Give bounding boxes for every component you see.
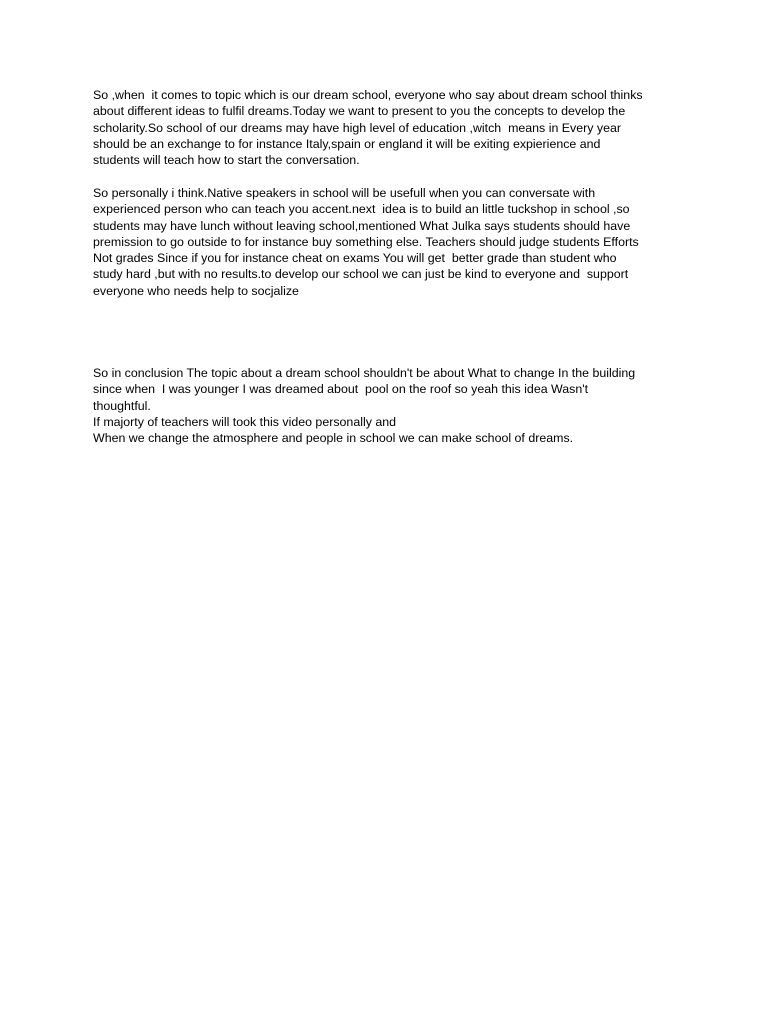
paragraph-introduction	[93, 87, 685, 168]
text-line: students may have lunch without leaving school,mentioned What Julka says students should have	[93, 218, 631, 233]
text-line: students will teach how to start the conversation.	[93, 153, 360, 168]
paragraph-body	[93, 185, 685, 299]
paragraph-conclusion	[93, 365, 685, 446]
text-line: Not grades Since if you for instance cheat on exams You will get better grade than student who	[93, 251, 617, 266]
text-line: everyone who needs help to socjalize	[93, 283, 299, 298]
text-line: experienced person who can teach you accent.next idea is to build an little tuckshop in school ,so	[93, 202, 630, 217]
text-line: When we change the atmosphere and people in school we can make school of dreams.	[93, 431, 574, 446]
text-line: So ,when it comes to topic which is our dream school, everyone who say about dream school thinks	[93, 88, 643, 102]
text-line: about different ideas to fulfil dreams.Today we want to present to you the concepts to develop the	[93, 104, 626, 119]
text-line: since when I was younger I was dreamed about pool on the roof so yeah this idea Wasn't	[93, 382, 589, 397]
text-line: So personally i think.Native speakers in school will be usefull when you can conversate with	[93, 186, 596, 200]
text-line: should be an exchange to for instance Italy,spain or england it will be exiting expierience and	[93, 136, 601, 151]
text-line: scholarity.So school of our dreams may have high level of education ,witch means in Every year	[93, 120, 622, 135]
text-line: thoughtful.	[93, 398, 151, 413]
text-line: study hard ,but with no results.to develop our school we can just be kind to everyone and support	[93, 267, 629, 282]
text-line: premission to go outside to for instance buy something else. Teachers should judge students Efforts	[93, 234, 639, 249]
text-line: If majorty of teachers will took this video personally and	[93, 414, 397, 429]
text-line: So in conclusion The topic about a dream school shouldn't be about What to change In the building	[93, 366, 636, 380]
